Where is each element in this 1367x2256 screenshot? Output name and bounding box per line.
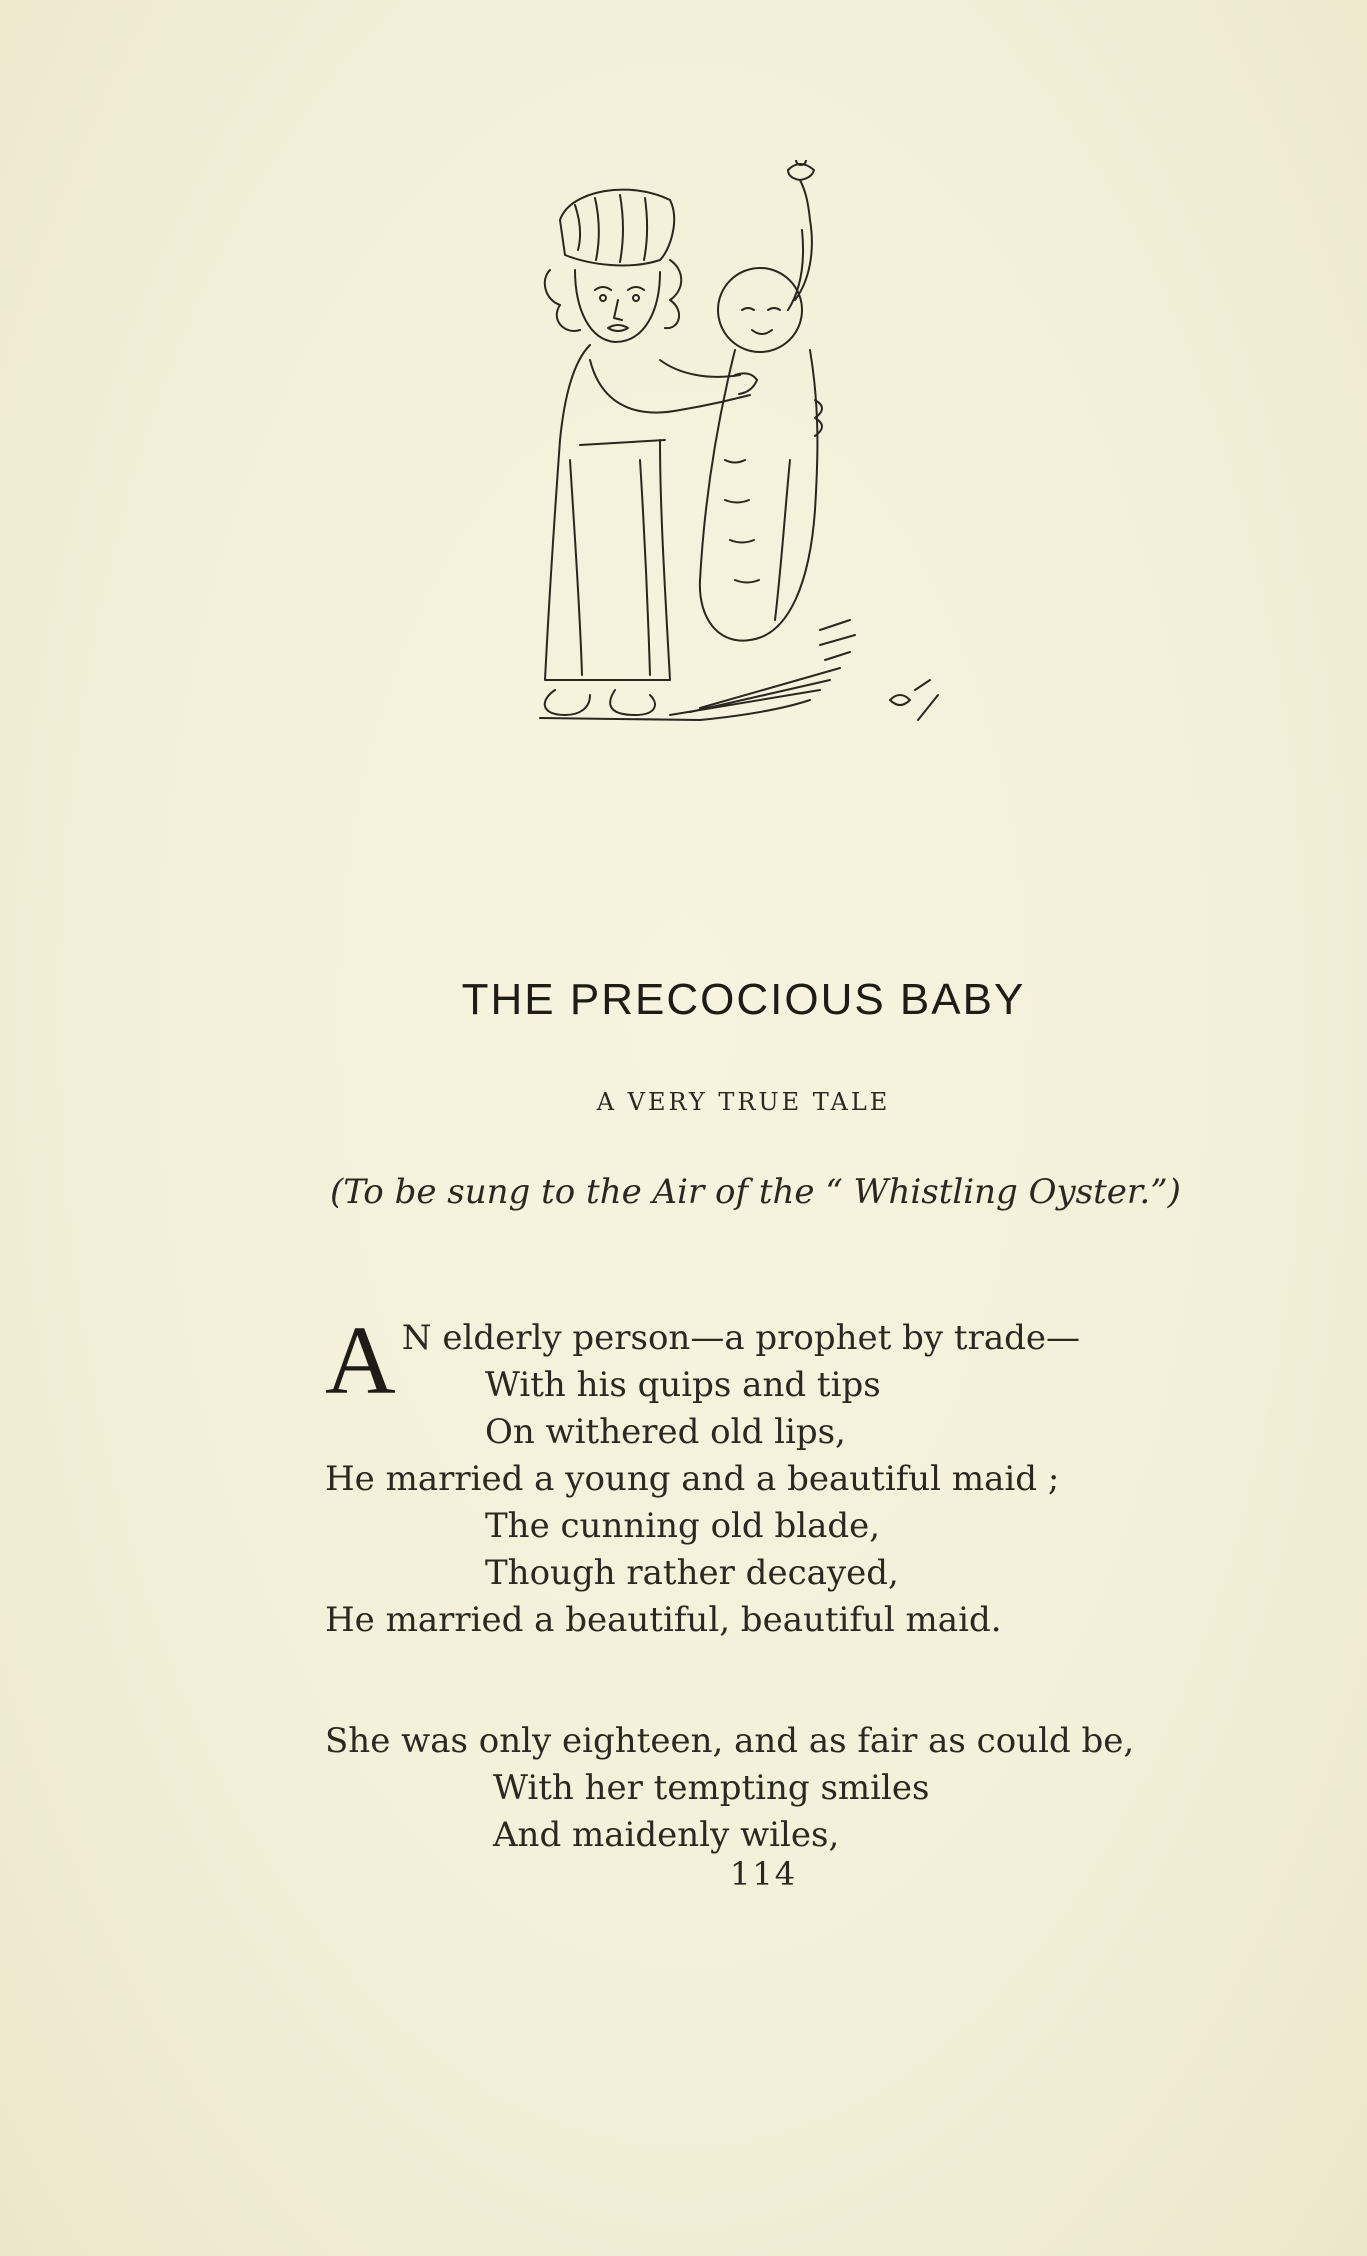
poem-title: THE PRECOCIOUS BABY xyxy=(461,975,1026,1024)
verse-line: N elderly person—a prophet by trade— xyxy=(401,1318,1080,1358)
singing-instruction: (To be sung to the Air of the “ Whistling Oyster.”) xyxy=(330,1172,1181,1212)
verse-line: With his quips and tips xyxy=(485,1365,881,1405)
verse-line: With her tempting smiles xyxy=(493,1768,930,1808)
page-number: 114 xyxy=(730,1855,798,1893)
verse-line: Though rather decayed, xyxy=(485,1553,899,1593)
poem-subtitle: A VERY TRUE TALE xyxy=(596,1088,891,1116)
nurse-and-baby-illustration xyxy=(520,160,960,780)
drop-cap: A xyxy=(325,1307,396,1415)
verse-line: And maidenly wiles, xyxy=(493,1815,840,1855)
verse-line: The cunning old blade, xyxy=(485,1506,881,1546)
verse-line: He married a beautiful, beautiful maid. xyxy=(325,1600,1002,1640)
stanza-2 xyxy=(325,1718,1225,1859)
verse-line: She was only eighteen, and as fair as could be, xyxy=(325,1721,1135,1761)
verse-line: He married a young and a beautiful maid ; xyxy=(325,1459,1060,1499)
stanza-1 xyxy=(325,1307,1225,1644)
verse-line: On withered old lips, xyxy=(485,1412,846,1452)
